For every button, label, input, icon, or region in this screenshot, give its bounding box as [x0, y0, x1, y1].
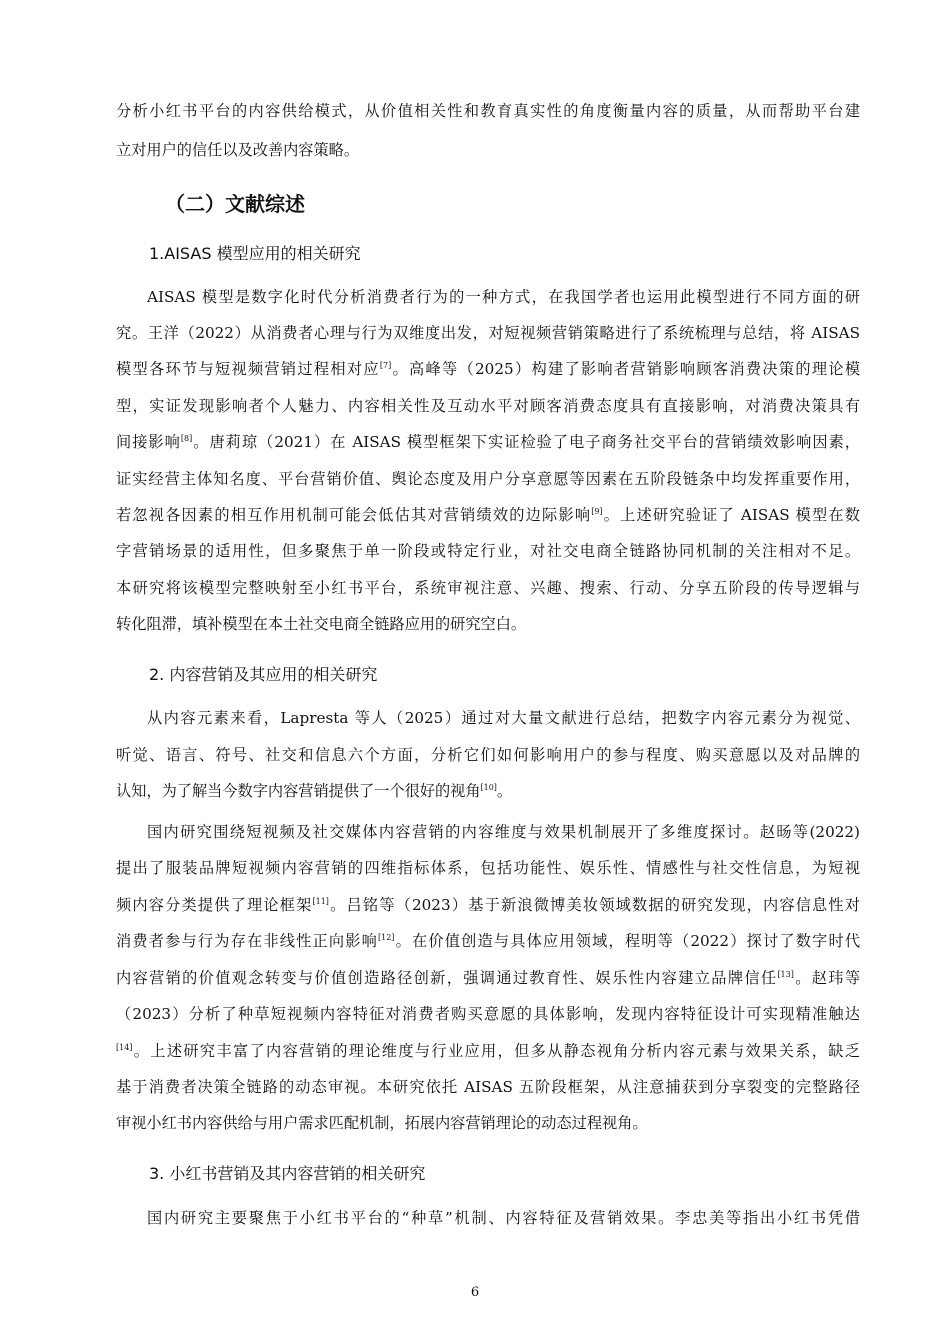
citation: [13] [777, 969, 794, 979]
text-segment: 。吕铭等（2023）基于新浪微博美妆领域数据的研究发现，内容信息性对 [328, 896, 860, 914]
paragraph-line [116, 505, 860, 525]
text-segment: 认知，为了解当今数字内容营销提供了一个很好的视角 [116, 782, 481, 800]
text-segment: 。在价值创造与具体应用领域，程明等（2022）探讨了数字时代 [394, 932, 860, 950]
text-segment: 。唐莉琼（2021）在 AISAS 模型框架下实证检验了电子商务社交平台的营销绩效影响因素， [192, 433, 860, 451]
text-segment: 。上述研究丰富了内容营销的理论维度与行业应用，但多从静态视角分析内容元素与效果关系，缺乏 [132, 1042, 860, 1060]
text-segment: 。上述研究验证了 AISAS 模型在数 [602, 506, 860, 524]
subsection-heading-2: 2. 内容营销及其应用的相关研究 [149, 665, 378, 684]
paragraph-line: 听觉、语言、符号、社交和信息六个方面，分析它们如何影响用户的参与程度、购买意愿以及对品牌的 [116, 746, 860, 764]
text-segment: 。赵玮等 [793, 969, 860, 987]
paragraph-line: 立对用户的信任以及改善内容策略。 [116, 141, 359, 159]
paragraph-line: 证实经营主体知名度、平台营销价值、舆论态度及用户分享意愿等因素在五阶段链条中均发挥重要作用， [116, 470, 860, 488]
paragraph-line: 分析小红书平台的内容供给模式，从价值相关性和教育真实性的角度衡量内容的质量，从而帮助平台建 [116, 102, 860, 120]
text-segment: 模型各环节与短视频营销过程相对应 [116, 360, 380, 378]
citation: [8] [180, 433, 193, 443]
subsection-heading-3: 3. 小红书营销及其内容营销的相关研究 [149, 1164, 426, 1183]
paragraph-line [116, 1041, 860, 1061]
paragraph-line: 提出了服装品牌短视频内容营销的四维指标体系，包括功能性、娱乐性、情感性与社交性信息，为短视 [116, 859, 860, 877]
section-heading: （二）文献综述 [165, 192, 305, 216]
paragraph-line: 基于消费者决策全链路的动态审视。本研究依托 AISAS 五阶段框架，从注意捕获到分享裂变的完整路径 [116, 1078, 860, 1096]
paragraph-line: 审视小红书内容供给与用户需求匹配机制，拓展内容营销理论的动态过程视角。 [116, 1114, 648, 1132]
text-segment: 。 [496, 782, 513, 800]
subsection-heading-1: 1.AISAS 模型应用的相关研究 [149, 244, 361, 263]
text-segment: 频内容分类提供了理论框架 [116, 896, 313, 914]
citation: [12] [378, 932, 395, 942]
citation: [10] [480, 782, 497, 792]
paragraph-line: 国内研究围绕短视频及社交媒体内容营销的内容维度与效果机制展开了多维度探讨。赵旸等(2022) [147, 823, 860, 841]
paragraph-line [116, 895, 860, 915]
paragraph-line [116, 359, 860, 379]
paragraph-line: 本研究将该模型完整映射至小红书平台，系统审视注意、兴趣、搜索、行动、分享五阶段的传导逻辑与 [116, 579, 860, 597]
citation: [11] [312, 896, 329, 906]
paragraph-line [116, 968, 860, 988]
paragraph-line [116, 781, 860, 801]
paragraph-line [116, 432, 860, 452]
text-segment: 。高峰等（2025）构建了影响者营销影响顾客消费决策的理论模 [391, 360, 860, 378]
paragraph-line: 字营销场景的适用性，但多聚焦于单一阶段或特定行业，对社交电商全链路协同机制的关注相对不足。 [116, 542, 860, 560]
citation: [7] [379, 360, 392, 370]
text-segment: 间接影响 [116, 433, 181, 451]
paragraph-line: AISAS 模型是数字化时代分析消费者行为的一种方式，在我国学者也运用此模型进行不同方面的研 [147, 288, 860, 306]
paragraph-line: 究。王洋（2022）从消费者心理与行为双维度出发，对短视频营销策略进行了系统梳理与总结，将 AISAS [116, 324, 860, 342]
paragraph-line: （2023）分析了种草短视频内容特征对消费者购买意愿的具体影响，发现内容特征设计可实现精准触达 [116, 1005, 860, 1023]
text-segment: 消费者参与行为存在非线性正向影响 [116, 932, 378, 950]
paragraph-line: 转化阻滞，填补模型在本土社交电商全链路应用的研究空白。 [116, 615, 527, 633]
paragraph-line: 型，实证发现影响者个人魅力、内容相关性及互动水平对顾客消费态度具有直接影响，对消费决策具有 [116, 397, 860, 415]
text-segment: 内容营销的价值观念转变与价值创造路径创新，强调通过教育性、娱乐性内容建立品牌信任 [116, 969, 778, 987]
text-segment: 若忽视各因素的相互作用机制可能会低估其对营销绩效的边际影响 [116, 506, 592, 524]
citation: [14] [116, 1042, 133, 1052]
page-number: 6 [470, 1285, 480, 1300]
paragraph-line: 从内容元素来看，Lapresta 等人（2025）通过对大量文献进行总结，把数字内容元素分为视觉、 [147, 709, 860, 727]
citation: [9] [591, 506, 603, 516]
paragraph-line [116, 931, 860, 951]
paragraph-line: 国内研究主要聚焦于小红书平台的“种草”机制、内容特征及营销效果。李忠美等指出小红书凭借 [147, 1209, 860, 1227]
